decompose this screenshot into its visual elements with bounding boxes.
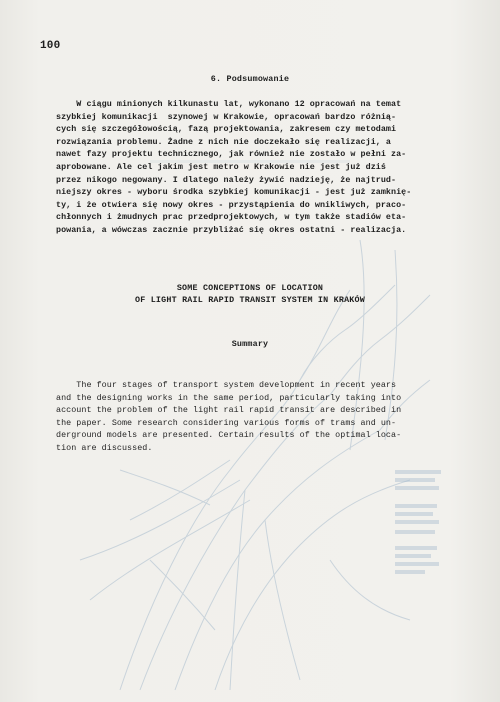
section-heading: 6. Podsumowanie [210, 74, 290, 84]
polish-paragraph [56, 98, 456, 237]
text-line: derground models are presented. Certain results of the optimal loca- [56, 430, 402, 441]
text-line: W ciągu minionych kilkunastu lat, wykonano 12 opracowań na temat [56, 99, 402, 109]
text-line: and the designing works in the same period, particularly taking into [56, 392, 402, 403]
text-line: aprobowane. Ale cel jakim jest metro w Krakowie nie jest już dziś [56, 161, 386, 172]
text-line: szybkiej komunikacji szynowej w Krakowie, opracowań bardzo różnią- [56, 111, 397, 122]
text-line: nawet fazy projektu technicznego, jak również nie zostało w pełni za- [56, 149, 407, 160]
text-line: chłonnych i żmudnych prac przedprojektowych, w tym także stadiów eta- [56, 212, 407, 223]
page-number: 100 [40, 40, 61, 52]
text-line: ty, i że otwiera się nowy okres - przystąpienia do wnikliwych, praco- [56, 199, 407, 210]
text-line: account the problem of the light rail rapid transit are described in [56, 405, 402, 416]
text-line: tion are discussed. [56, 442, 153, 453]
text-line: niejszy okres - wyboru środka szybkiej komunikacji - jest już zamknię- [56, 187, 412, 198]
text-line: The four stages of transport system development in recent years [56, 380, 397, 390]
text-line: powania, a wówczas zacznie przybliżać się okres ostatni - realizacja. [56, 224, 407, 235]
english-paragraph [56, 379, 456, 455]
english-title-line-2: OF LIGHT RAIL RAPID TRANSIT SYSTEM IN KRAKÓW [135, 295, 365, 305]
text-line: cych się szczegółowością, fazą projektowania, zakresem czy metodami [56, 124, 397, 135]
text-line: the paper. Some research considering various forms of trams and un- [56, 417, 397, 428]
summary-heading: Summary [231, 339, 269, 349]
text-line: przez nikogo negowany. I dlatego należy żywić nadzieję, że najtrud- [56, 174, 397, 185]
english-title-line-1: SOME CONCEPTIONS OF LOCATION [176, 283, 324, 293]
text-line: rozwiązania problemu. Żadne z nich nie doczekało się realizacji, a [56, 136, 392, 147]
